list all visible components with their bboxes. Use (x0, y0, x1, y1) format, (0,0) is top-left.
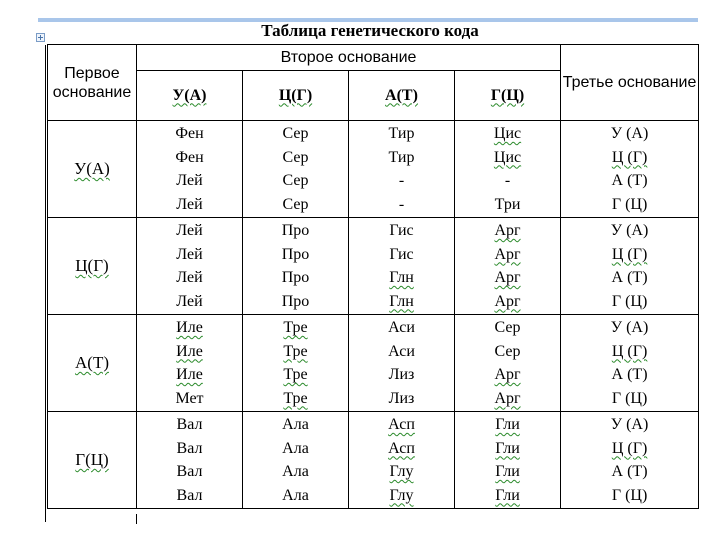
third-base-value: Ц (Г) (611, 245, 648, 263)
amino-acid: Гис (389, 222, 414, 239)
third-base-cell (561, 412, 699, 509)
amino-acid: Вал (176, 439, 203, 457)
amino-acid: Лей (176, 195, 203, 213)
second-base-header: Второе основание (137, 45, 561, 71)
first-base-cell: Ц(Г) (48, 218, 137, 315)
third-base-cell (561, 121, 699, 218)
amino-acid: Арг (494, 389, 521, 407)
amino-acid: Арг (494, 245, 521, 263)
page-title: Таблица генетического кода (261, 21, 479, 40)
amino-acid: Сер (494, 342, 521, 360)
amino-acid: Тре (283, 319, 308, 336)
third-base-cell (561, 218, 699, 315)
amino-acid-cell (137, 412, 243, 509)
amino-acid: Сер (282, 125, 309, 142)
amino-acid: Лей (176, 292, 203, 310)
amino-acid: - (398, 172, 405, 189)
first-base-header: Первое основание (48, 45, 137, 121)
amino-acid: Арг (494, 269, 521, 286)
first-base-cell: У(А) (48, 121, 137, 218)
third-base-value: У (А) (610, 416, 649, 433)
amino-acid: Асп (388, 416, 415, 433)
amino-acid-cell (349, 218, 455, 315)
amino-acid: Ала (282, 463, 309, 480)
third-base-value: Ц (Г) (611, 148, 648, 166)
amino-acid: Цис (493, 125, 522, 142)
amino-acid: Ала (282, 416, 309, 433)
table-bottom-mark (136, 514, 137, 524)
amino-acid: Аси (388, 342, 415, 360)
amino-acid: Глу (389, 486, 414, 504)
amino-acid: Фен (175, 148, 204, 166)
amino-acid-cell (455, 121, 561, 218)
second-base-col-header: Г(Ц) (455, 71, 561, 121)
table-left-border (45, 45, 46, 522)
amino-acid: Сер (494, 319, 521, 336)
amino-acid-cell (455, 218, 561, 315)
first-base-cell: А(Т) (48, 315, 137, 412)
amino-acid: Тре (283, 389, 308, 407)
third-base-value: Ц (Г) (611, 342, 648, 360)
amino-acid: Гли (495, 439, 520, 457)
codon-group-row (48, 412, 699, 509)
amino-acid: Иле (176, 366, 203, 383)
amino-acid-cell (137, 315, 243, 412)
amino-acid-cell (455, 412, 561, 509)
third-base-value: У (А) (610, 222, 649, 239)
amino-acid-cell (137, 218, 243, 315)
amino-acid-cell (349, 121, 455, 218)
codon-group-row (48, 315, 699, 412)
amino-acid-cell (455, 315, 561, 412)
amino-acid-cell (243, 315, 349, 412)
second-base-col-header: У(А) (137, 71, 243, 121)
amino-acid: - (398, 195, 405, 213)
third-base-value: Ц (Г) (611, 439, 648, 457)
second-base-col-header: Ц(Г) (243, 71, 349, 121)
amino-acid: Гис (389, 245, 414, 263)
amino-acid: Лиз (388, 389, 415, 407)
second-base-col-header: А(Т) (349, 71, 455, 121)
amino-acid: Лей (176, 172, 203, 189)
amino-acid: Лей (176, 222, 203, 239)
amino-acid-cell (349, 315, 455, 412)
amino-acid: Про (281, 292, 310, 310)
amino-acid-cell (243, 218, 349, 315)
amino-acid: Мет (175, 389, 204, 407)
amino-acid: Глн (389, 292, 414, 310)
amino-acid: Лей (176, 269, 203, 286)
third-base-value: А (Т) (611, 463, 648, 480)
amino-acid: Асп (388, 439, 415, 457)
amino-acid: Аси (388, 319, 415, 336)
third-base-value: А (Т) (611, 366, 648, 383)
amino-acid: Тир (388, 125, 415, 142)
amino-acid: Ала (282, 486, 309, 504)
third-base-value: У (А) (610, 125, 649, 142)
third-base-value: А (Т) (611, 172, 648, 189)
amino-acid: Сер (282, 172, 309, 189)
amino-acid: Цис (493, 148, 522, 166)
amino-acid: Иле (176, 319, 203, 336)
amino-acid-cell (243, 412, 349, 509)
amino-acid: Арг (494, 366, 521, 383)
amino-acid: Лиз (388, 366, 415, 383)
amino-acid: Лей (176, 245, 203, 263)
amino-acid: Тир (388, 148, 415, 166)
amino-acid-cell (349, 412, 455, 509)
genetic-code-table (47, 44, 699, 509)
amino-acid-cell (243, 121, 349, 218)
amino-acid: Вал (176, 463, 203, 480)
amino-acid: Глу (389, 463, 414, 480)
first-base-cell: Г(Ц) (48, 412, 137, 509)
amino-acid: Тре (283, 366, 308, 383)
third-base-value: Г (Ц) (611, 292, 648, 310)
amino-acid: Сер (282, 195, 309, 213)
third-base-value: А (Т) (611, 269, 648, 286)
amino-acid: Гли (495, 463, 520, 480)
amino-acid: Фен (175, 125, 204, 142)
third-base-value: Г (Ц) (611, 195, 648, 213)
amino-acid: Глн (389, 269, 414, 286)
amino-acid: Арг (494, 292, 521, 310)
amino-acid: Про (281, 222, 310, 239)
third-base-value: У (А) (610, 319, 649, 336)
amino-acid: Гли (495, 416, 520, 433)
amino-acid: Вал (176, 486, 203, 504)
amino-acid: Вал (176, 416, 203, 433)
amino-acid: Сер (282, 148, 309, 166)
amino-acid: Три (494, 195, 521, 213)
third-base-value: Г (Ц) (611, 389, 648, 407)
amino-acid: Про (281, 245, 310, 263)
third-base-cell (561, 315, 699, 412)
amino-acid-cell (137, 121, 243, 218)
amino-acid: Гли (495, 486, 520, 504)
amino-acid: Про (281, 269, 310, 286)
amino-acid: - (504, 172, 511, 189)
codon-group-row (48, 218, 699, 315)
amino-acid: Иле (176, 342, 203, 360)
third-base-header: Третье основание (561, 45, 699, 121)
amino-acid: Ала (282, 439, 309, 457)
third-base-value: Г (Ц) (611, 486, 648, 504)
amino-acid: Тре (283, 342, 308, 360)
codon-group-row (48, 121, 699, 218)
amino-acid: Арг (494, 222, 521, 239)
